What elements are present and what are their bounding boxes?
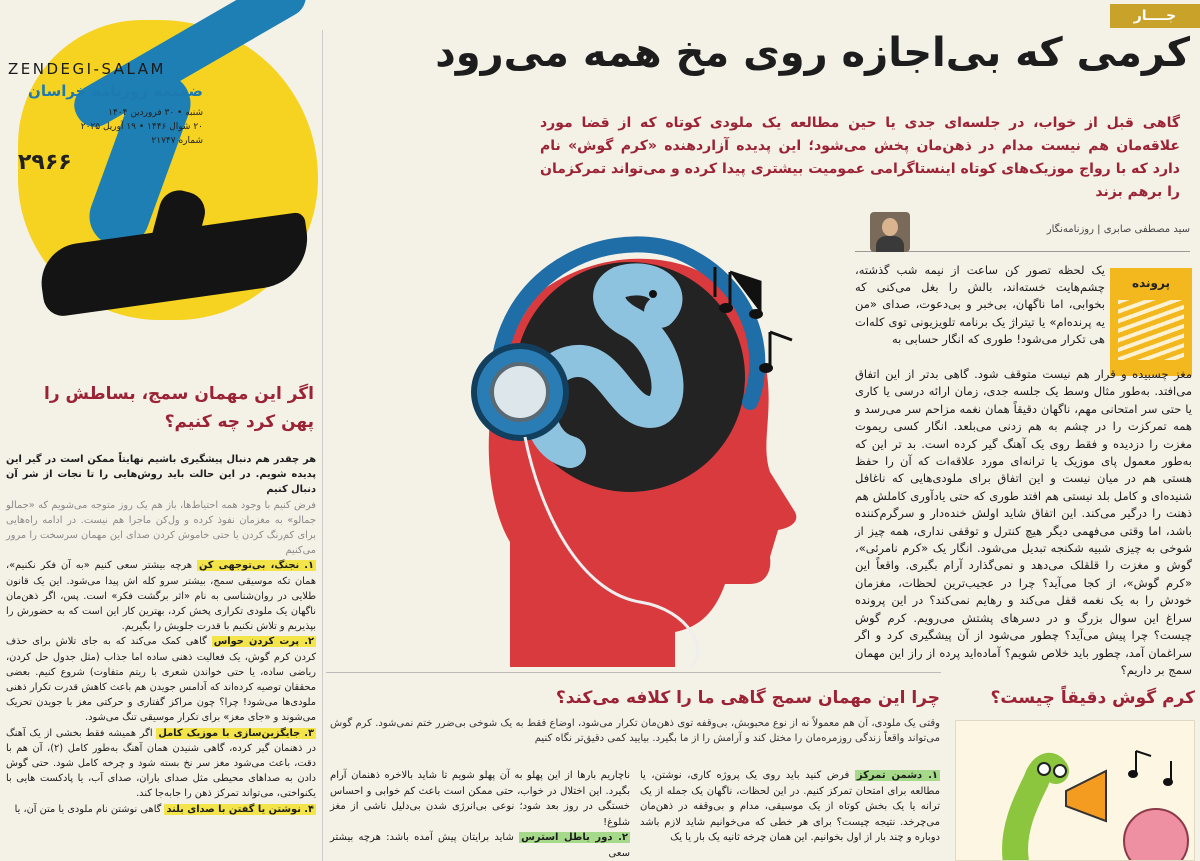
issue-date-hijri: ۲۰ شوال ۱۴۴۶ • ۱۹ آوریل ۲۰۲۵ bbox=[80, 122, 203, 132]
left-article-body bbox=[6, 452, 316, 817]
brand-english: ZENDEGI-SALAM bbox=[8, 60, 166, 78]
main-lead: گاهی قبل از خواب، در جلسه‌ای جدی یا حین مطالعه یک ملودی کوتاه که از قضا مورد علاقه‌مان هم نیست مدام در ذهن‌مان پخش می‌شود؛ این پدیده آزاردهنده «کرم گوش» نام دارد که با رواج موزیک‌های کوتاه اینستاگرامی عمومیت بیشتری پیدا کرده و می‌تواند تمرکزمان را برهم بزند bbox=[540, 115, 1180, 200]
megaphone-icon bbox=[1066, 771, 1106, 821]
left-article-heading-1: ۱. نجنگ، بی‌توجهی کن bbox=[198, 560, 314, 572]
mid-article-divider bbox=[326, 672, 941, 673]
left-article-item-2 bbox=[6, 634, 316, 725]
left-article-text-1: هرچه بیشتر سعی کنیم «به آن فکر نکنیم»، همان تکه موسیقی سمج، بیشتر سرو کله اش پیدا می‌شود. این یک قانون طلایی در روان‌شناسی به نام «اثر برگشت فکر» است. پس، اگر ذهن‌مان ناگهان یک ملودی تکراری پخش کرد، بهترین کار این است که به حضورش را بپذیریم و تلاش نکنیم با قدرت جلویش را بگیریم. bbox=[6, 560, 316, 633]
left-article-item-4 bbox=[6, 802, 316, 817]
main-title: کرمی که بی‌اجازه روی مخ همه می‌رود bbox=[435, 30, 1190, 76]
author-byline: سید مصطفی صابری | روزنامه‌نگار bbox=[1046, 224, 1190, 235]
issue-serial: شماره ۲۱۷۴۷ bbox=[151, 136, 203, 146]
mid-article-col-left bbox=[330, 768, 630, 861]
mid-article-heading-1: ۱. دشمن تمرکز bbox=[856, 770, 938, 781]
main-intro-text: یک لحظه تصور کن ساعت از نیمه شب گذشته، چشم‌هایت خسته‌اند، بالش را بغل می‌کنی که بخوابی، اما ناگهان، بی‌خبر و بی‌دعوت، صدای «من یه پرنده‌ام» یا تیتراژ یک برنامه تلویزیونی توی کله‌ات هی تکرار می‌شود! طوری که انگار حسابی به bbox=[855, 263, 1105, 346]
dossier-tag-label: پرونده bbox=[1132, 276, 1170, 290]
worm-eye-right bbox=[1054, 765, 1066, 777]
author-avatar bbox=[870, 212, 910, 252]
mid-article-lead: وقتی یک ملودی، آن هم معمولاً نه از نوع محبوبش، بی‌وقفه توی ذهن‌مان تکرار می‌شود، اوضاع فقط به یک شوخی بی‌ضرر ختم نمی‌شود. کرم گوش می‌تواند واقعاً زندگی روزمره‌مان را مختل کند و آرامش را از ما بگیرد. بیایید کمی دقیق‌تر نگاه کنیم bbox=[330, 718, 940, 744]
left-article-text-2: گاهی کمک می‌کند که به جای تلاش برای حذف کردن کرم گوش، یک فعالیت ذهنی ساده اما جذاب (مثل جدول حل کردن، ریاضی ساده، یا حتی خواندن شعری با ریتم متفاوت) شروع کنیم. بعضی محققان توصیه کرده‌اند که آدامس جویدن هم باعث کاهش قدرت تکرار ذهنی ملودی‌ها می‌شود! چرا؟ چون مراکز گفتاری و حرکتی مغز با جویدن تحریک می‌شوند و «جای مغز» برای تکرار موسیقی تنگ می‌شود. bbox=[6, 636, 316, 724]
mid-article-item-2 bbox=[330, 830, 630, 861]
side-box-title: کرم گوش دقیقاً چیست؟ bbox=[990, 688, 1195, 708]
worm-eye-left bbox=[1038, 763, 1050, 775]
mid-article-title: چرا این مهمان سمج گاهی ما را کلافه می‌کند؟ bbox=[555, 688, 940, 708]
left-article-heading-2: ۲. پرت کردن حواس bbox=[213, 636, 314, 648]
headphones-worm-illustration bbox=[420, 212, 840, 672]
pink-brain bbox=[1124, 809, 1188, 861]
brand-persian: ضمیمه روزنامه خراسان bbox=[28, 82, 203, 100]
mid-article-text-1: فرض کنید باید روی یک پروژه کاری، نوشتن، یا مطالعه برای امتحان تمرکز کنیم. در این لحظات، ناگهان یک جمله از یک ترانه یا یک بخش کوتاه از یک موسیقی، مدام و بی‌وقفه در ذهن‌مان می‌چرخد. نتیجه چیست؟ برای هر خطی که می‌خوانیم شاید لازم باشد دوباره و چند بار از اول بخوانیم. این همان چرخه ثانیه یک بار یا یک bbox=[640, 770, 940, 844]
left-article-intro: فرض کنیم با وجود همه احتیاط‌ها، باز هم یک روز متوجه می‌شویم که «جمالو جمالو» به مغزمان نفوذ کرده و ول‌کن ماجرا هم نیست. در ادامه راه‌هایی برای کم‌رنگ کردن یا حتی خاموش کردن صدای این مهمان سرسخت را مرور می‌کنیم bbox=[6, 499, 316, 557]
mid-article-text-2: شاید برایتان پیش آمده باشد: هرچه بیشتر سعی bbox=[330, 832, 630, 859]
left-article-lead: هر چقدر هم دنبال پیشگیری باشیم نهایتاً ممکن است در گیر این پدیده شویم. در این حالت باید روش‌هایی را تا نجات از شر آن دنبال کنیم bbox=[6, 454, 316, 496]
dossier-tag-stripes bbox=[1118, 300, 1184, 360]
left-article-item-1 bbox=[6, 558, 316, 634]
green-worm bbox=[1015, 766, 1056, 861]
left-article-text-3: اگر همیشه فقط بخشی از یک آهنگ در ذهنمان گیر کرده، گاهی شنیدن همان آهنگ به‌طور کامل (۲)، آن هم با دقت، باعث می‌شود مغز سر نخ بسته شود و چرخه کامل شود. حتی گوش دادن به صداهای محیطی مثل صدای باران، صدای آب، یا پادکست هایی با یکنواختی، می‌تواند تمرکز ذهن را جابه‌جا کند. bbox=[6, 727, 316, 800]
issue-number: ۲۹۶۶ bbox=[18, 150, 72, 175]
main-body-text: مغز چسبیده و قرار هم نیست متوقف شود. گاهی بدتر از این اتفاق می‌افتد. به‌طور مثال وسط یک جلسه جدی، زمان ارائه درسی یا کاری یا حتی سر امتحانی مهم، ناگهان دقیقاً همان نغمه مزاحم سر می‌رسد و همه تمرکزت را در چشم به هم زدنی می‌بلعد. انگار کسی ریموت مغزت را دزدیده و فقط روی یک آهنگ گیر کرده است. بد تر این که به‌طور معمول پای موزیک یا ترانه‌ای مورد علاقه‌ات که آن را حفظ هستی هم در میان نیست و این اتفاق برای ملودی‌هایی که ناغافل شنیده‌ای و کامل بلد نیستی هم افتد طوری که حتی یادآوری کاملش هم ذهنت را درگیر می‌کند. این اتفاق شاید اولش خنده‌دار و سرگرم‌کننده باشد، اما وقتی می‌فهمی دیگر هیچ کنترل و توقفی نداری، همه چیز از شوخی به چیزی شبیه شکنجه تبدیل می‌شود. انگار یک «کرم نامرئی»، گوش و مغزت را قلقلک می‌دهد و نمی‌گذارد آرام بگیری. واقعاً این «کرم گوش»، از کجا می‌آید؟ چرا در عجیب‌ترین لحظات، مغزمان خودش را به یک نغمه قفل می‌کند و رهایم نمی‌کند؟ در این پرونده سراغ این سوال بزرگ و در دسرهای پشتش می‌رویم. کرم گوش چیست؟ چرا پیش می‌آید؟ چطور می‌شود از آن پیشگیری کرد و اگر سراغمان آمد، چطور باید خلاص شویم؟ آماده‌اید پرده از راز این مهمان سمج بر داریم؟ bbox=[855, 367, 1192, 677]
worm-megaphone-illustration bbox=[956, 721, 1195, 861]
music-note-icon bbox=[1128, 751, 1173, 786]
mid-article-item-1 bbox=[640, 768, 940, 846]
left-article-heading-4: ۴. نوشتن یا گفتن با صدای بلند bbox=[166, 803, 314, 815]
left-article-title: اگر این مهمان سمج، بساطش را پهن کرد چه کنیم؟ bbox=[44, 384, 314, 432]
headphone-ear-cup-inner bbox=[492, 364, 548, 420]
mid-article-text-left: ناچاریم بارها از این پهلو به آن پهلو شویم تا شاید بالاخره ذهنمان آرام بگیرد. این اختلال در خواب، حتی ممکن است باعث کم خوابی و احساس خستگی در روز بعد شود؛ نوعی بی‌انرژی شدن بی‌دلیل ناشی از مغز شلوغ! bbox=[330, 770, 630, 828]
mid-article-col-right bbox=[640, 768, 940, 846]
left-article-heading-3: ۳. جایگزین‌سازی با موزیک کامل bbox=[158, 727, 314, 739]
mid-article-heading-2: ۲. دور باطل استرس bbox=[521, 832, 628, 844]
worm-eye bbox=[649, 290, 657, 298]
issue-date-persian: شنبه • ۳۰ فروردین ۱۴۰۴ bbox=[108, 108, 203, 118]
side-box bbox=[955, 720, 1195, 861]
masthead-logo bbox=[0, 0, 325, 350]
section-badge: جــــار bbox=[1110, 4, 1200, 28]
left-article-item-3 bbox=[6, 726, 316, 802]
left-article-text-4: گاهی نوشتن نام ملودی یا متن آن، یا bbox=[14, 803, 162, 815]
main-intro bbox=[855, 262, 1105, 348]
